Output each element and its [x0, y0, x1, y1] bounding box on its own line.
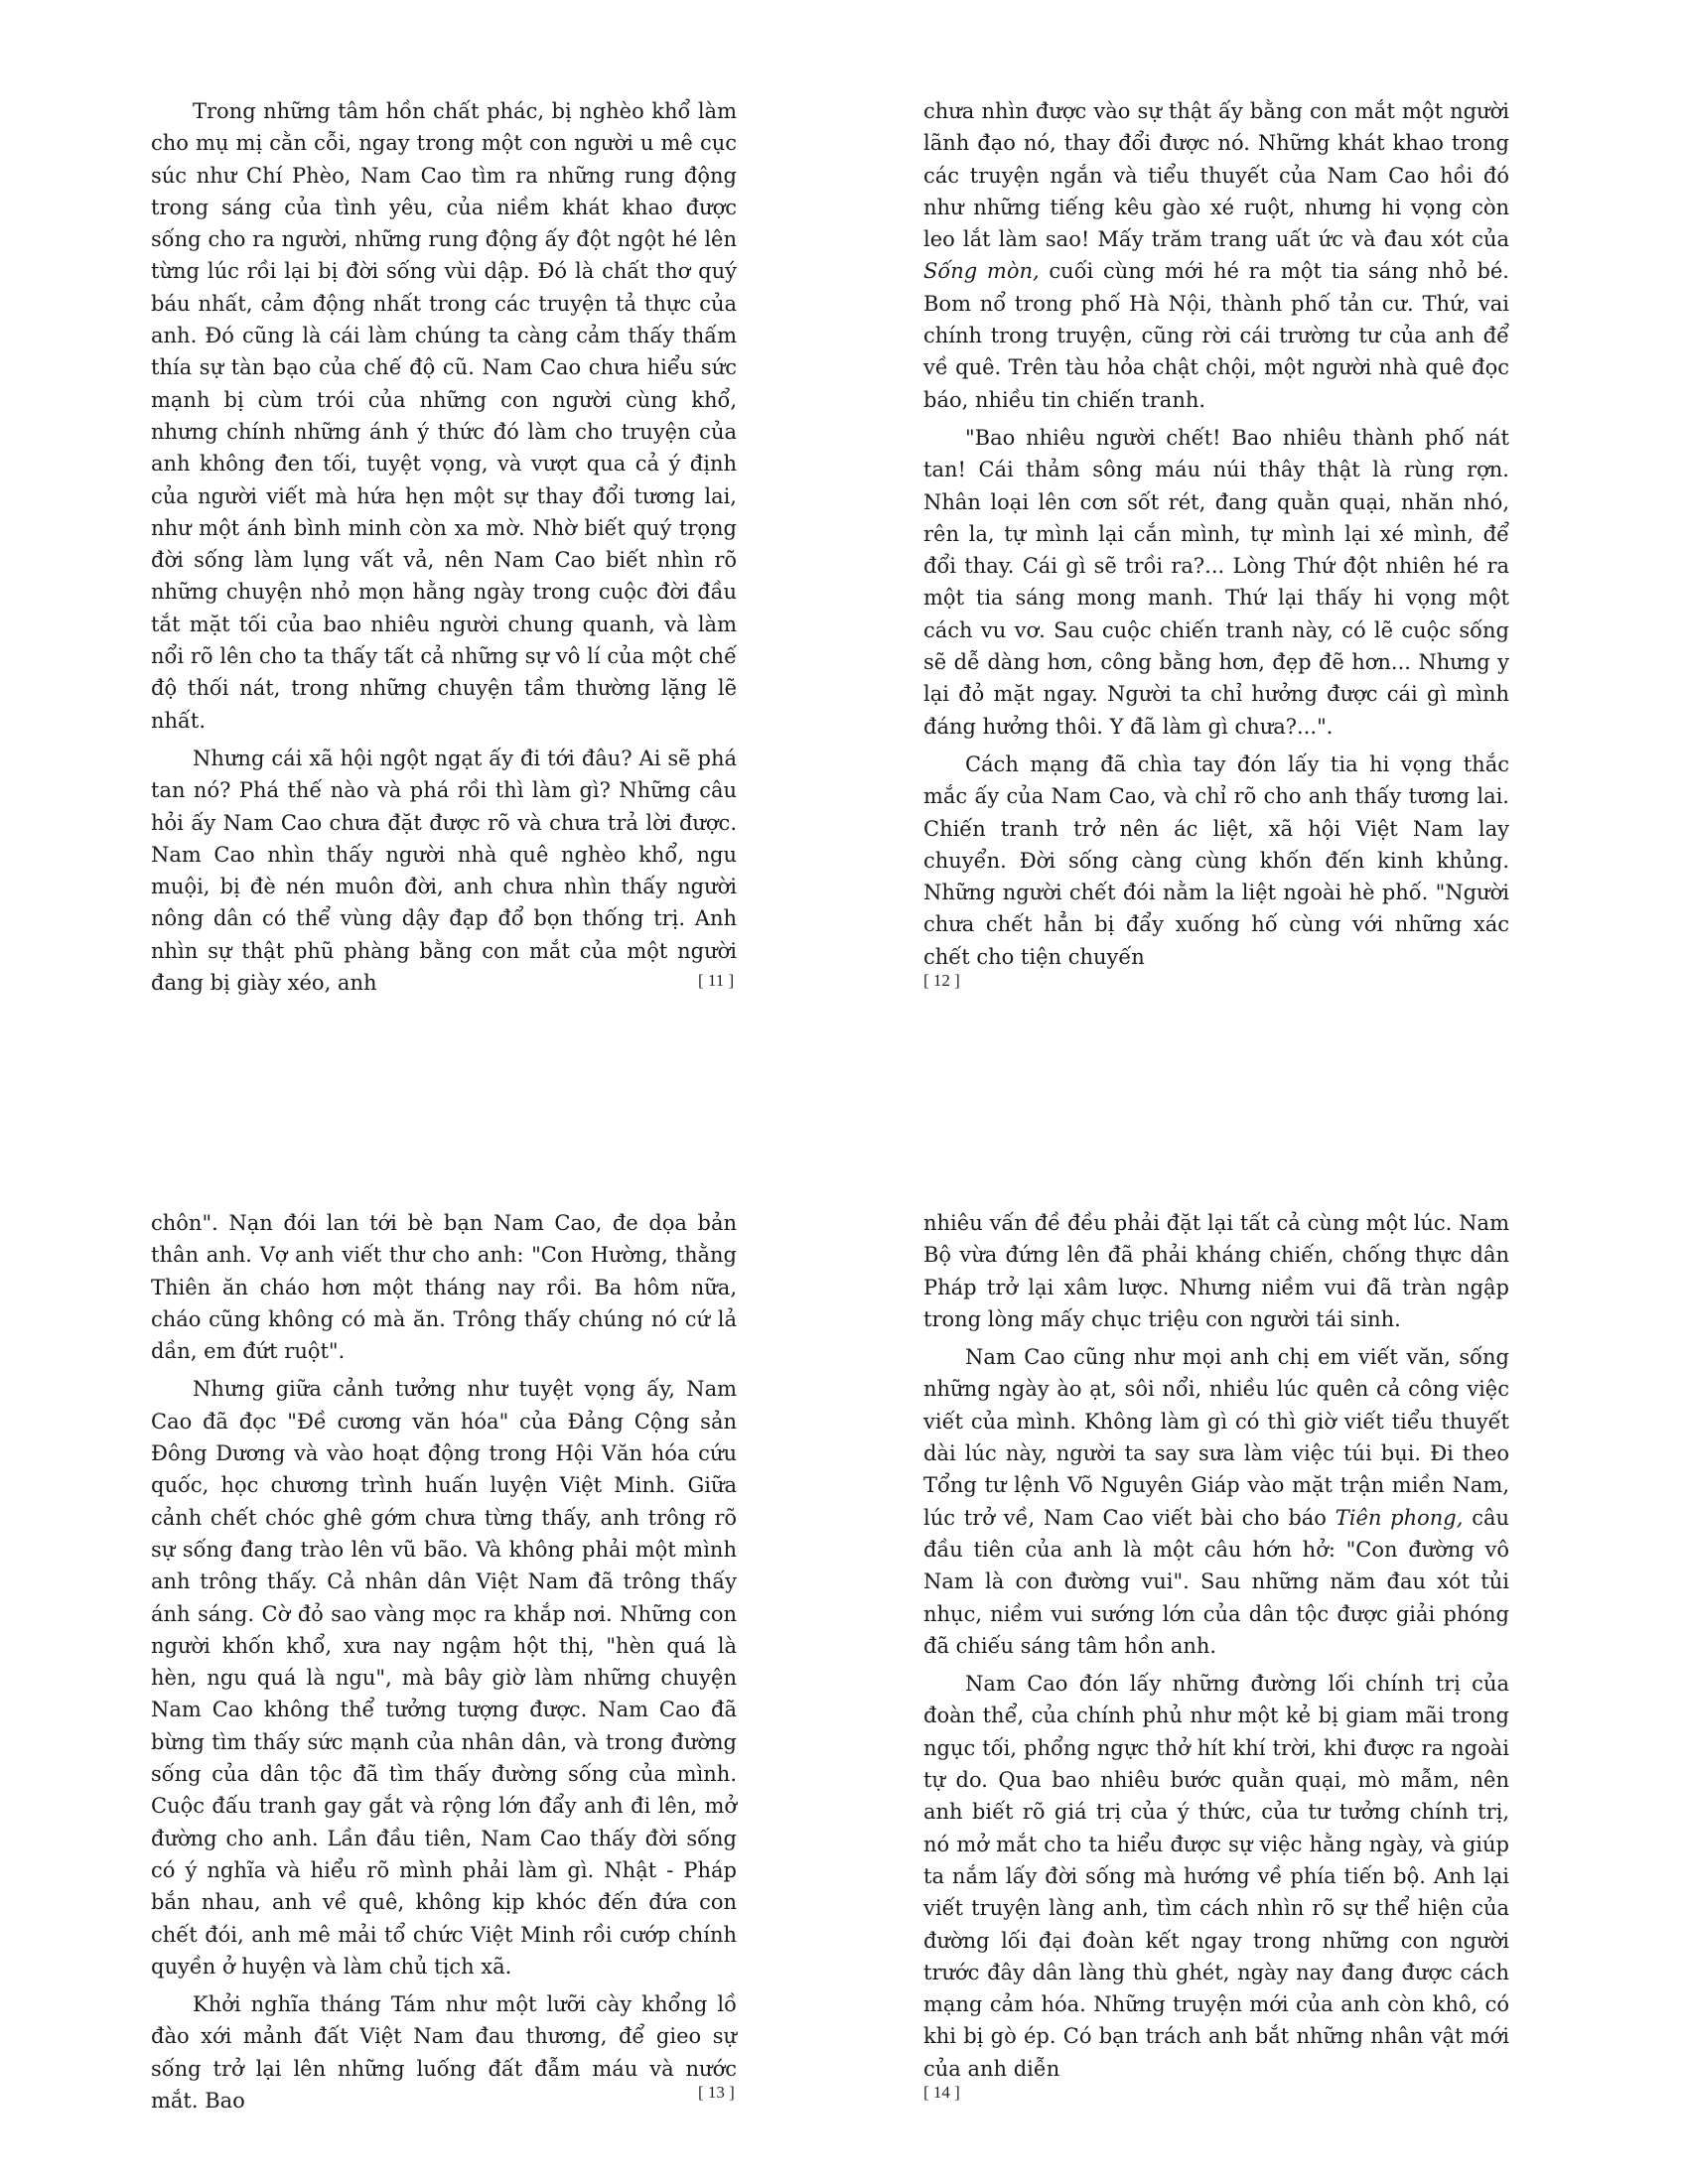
- paragraph: Khởi nghĩa tháng Tám như một lưỡi cày khổng lồ đào xới mảnh đất Việt Nam đau thương, để gieo sự sống trở lại lên những luống đất đẫm máu và nước mắt. Bao: [151, 1992, 737, 2114]
- paragraph: nhiêu vấn đề đều phải đặt lại tất cả cùng một lúc. Nam Bộ vừa đứng lên đã phải kháng chiến, chống thực dân Pháp trở lại xâm lược. Nhưng niềm vui đã tràn ngập trong lòng mấy chục triệu con người tái sinh.: [923, 1211, 1509, 1331]
- text-run: câu đầu tiên của anh là một câu hớn hở: "Con đường vô Nam là con đường vui". Sau những năm đau xót tủi nhục, niềm vui sướng lớn của dân tộc được giải phóng đã chiếu sáng tâm hồn anh.: [923, 1505, 1509, 1658]
- page-13: [151, 1207, 737, 2122]
- text-run: cuối cùng mới hé ra một tia sáng nhỏ bé. Bom nổ trong phố Hà Nội, thành phố tản cư. Thứ, vai chính trong truyện, cũng rời cái trường tư của anh để về quê. Trên tàu hỏa chật chội, một người nhà quê đọc báo, nhiều tin chiến tranh.: [923, 259, 1509, 412]
- paragraph: [923, 1341, 1509, 1662]
- paragraph: "Bao nhiêu người chết! Bao nhiêu thành phố nát tan! Cái thảm sông máu núi thây thật là rùng rợn. Nhân loại lên cơn sốt rét, đang quằn quại, nhăn nhó, rên la, tự mình lại cắn mình, tự mình lại xé mình, để đổi thay. Cái gì sẽ trồi ra?... Lòng Thứ đột nhiên hé ra một tia sáng mong manh. Thứ lại thấy hi vọng một cách vu vơ. Sau cuộc chiến tranh này, có lẽ cuộc sống sẽ dễ dàng hơn, công bằng hơn, đẹp đẽ hơn... Nhưng y lại đỏ mặt ngay. Người ta chỉ hưởng được cái gì mình đáng hưởng thôi. Y đã làm gì chưa?...".: [923, 425, 1509, 739]
- text-run: Nam Cao cũng như mọi anh chị em viết văn, sống những ngày ào ạt, sôi nổi, nhiều lúc quên cả công việc viết của mình. Không làm gì có thì giờ viết tiểu thuyết dài lúc này, người ta say sưa làm việc túi bụi. Đi theo Tổng tư lệnh Võ Nguyên Giáp vào mặt trận miền Nam, lúc trở về, Nam Cao viết bài cho báo: [923, 1345, 1509, 1530]
- page-number-12: [ 12 ]: [923, 971, 960, 990]
- paragraph: Nhưng cái xã hội ngột ngạt ấy đi tới đâu? Ai sẽ phá tan nó? Phá thế nào và phá rồi thì làm gì? Những câu hỏi ấy Nam Cao chưa đặt được rõ và chưa trả lời được. Nam Cao nhìn thấy người nhà quê nghèo khổ, ngu muội, bị đè nén muôn đời, anh chưa nhìn thấy người nông dân có thể vùng dậy đạp đổ bọn thống trị. Anh nhìn sự thật phũ phàng bằng con mắt của một người đang bị giày xéo, anh: [151, 746, 737, 996]
- page-number-13: [ 13 ]: [698, 2083, 735, 2102]
- paragraph: chôn". Nạn đói lan tới bè bạn Nam Cao, đe dọa bản thân anh. Vợ anh viết thư cho anh: "Con Hường, thằng Thiên ăn cháo hơn một tháng nay rồi. Ba hôm nữa, cháo cũng không có mà ăn. Trông thấy chúng nó cứ lả dần, em đứt ruột".: [151, 1211, 737, 1364]
- paragraph: Trong những tâm hồn chất phác, bị nghèo khổ làm cho mụ mị cằn cỗi, ngay trong một con người u mê cục súc như Chí Phèo, Nam Cao tìm ra những rung động trong sáng của tình yêu, của niềm khát khao được sống cho ra người, những rung động ấy đột ngột hé lên từng lúc rồi lại bị đời sống vùi dập. Đó là chất thơ quý báu nhất, cảm động nhất trong các truyện tả thực của anh. Đó cũng là cái làm chúng ta càng cảm thấy thấm thía sự tàn bạo của chế độ cũ. Nam Cao chưa hiểu sức mạnh bị cùm trói của những con người cùng khổ, nhưng chính những ánh ý thức đó làm cho truyện của anh không đen tối, tuyệt vọng, và vượt qua cả ý định của người viết mà hứa hẹn một sự thay đổi tương lai, như một ánh bình minh còn xa mờ. Nhờ biết quý trọng đời sống làm lụng vất vả, nên Nam Cao biết nhìn rõ những chuyện nhỏ mọn hằng ngày trong cuộc đời đầu tắt mặt tối của bao nhiêu người chung quanh, và làm nổi rõ lên cho ta thấy tất cả những sự vô lí của một chế độ thối nát, trong những chuyện tầm thường lặng lẽ nhất.: [151, 99, 737, 733]
- paragraph: Cách mạng đã chìa tay đón lấy tia hi vọng thắc mắc ấy của Nam Cao, và chỉ rõ cho anh thấy tương lai. Chiến tranh trở nên ác liệt, xã hội Việt Nam lay chuyển. Đời sống càng cùng khốn đến kinh khủng. Những người chết đói nằm la liệt ngoài hè phố. "Người chưa chết hẳn bị đẩy xuống hố cùng với những xác chết cho tiện chuyến: [923, 751, 1509, 969]
- newspaper-title: Tiên phong,: [1335, 1505, 1464, 1530]
- page-14: [923, 1207, 1509, 2091]
- paragraph: Nam Cao đón lấy những đường lối chính trị của đoàn thể, của chính phủ như một kẻ bị giam mãi trong ngục tối, phổng ngực thở hít khí trời, khi được ra ngoài tự do. Qua bao nhiêu bước quằn quại, mò mẫm, nên anh biết rõ giá trị của ý thức, của tư tưởng chính trị, nó mở mắt cho ta hiểu được sự việc hằng ngày, và giúp ta nắm lấy đời sống mà hướng về phía tiến bộ. Anh lại viết truyện làng anh, tìm cách nhìn rõ sự thể hiện của đường lối đại đoàn kết ngay trong những con người trước đây dân làng thù ghét, ngày nay đang được cách mạng cảm hóa. Những truyện mới của anh còn khô, có khi bị gò ép. Có bạn trách anh bắt những nhân vật mới của anh diễn: [923, 1672, 1509, 2081]
- paragraph: [923, 95, 1509, 416]
- page-number-11: [ 11 ]: [698, 971, 735, 990]
- page-11: [151, 95, 737, 1005]
- page-number-14: [ 14 ]: [923, 2083, 960, 2102]
- paragraph: Nhưng giữa cảnh tưởng như tuyệt vọng ấy, Nam Cao đã đọc "Đề cương văn hóa" của Đảng Cộng sản Đông Dương và vào hoạt động trong Hội Văn hóa cứu quốc, học chương trình huấn luyện Việt Minh. Giữa cảnh chết chóc ghê gớm chưa từng thấy, anh trông rõ sự sống đang trào lên vũ bão. Và không phải một mình anh trông thấy. Cả nhân dân Việt Nam đã trông thấy ánh sáng. Cờ đỏ sao vàng mọc ra khắp nơi. Những con người khốn khổ, xưa nay ngậm hột thị, "hèn quá là hèn, ngu quá là ngu", mà bây giờ làm những chuyện Nam Cao không thể tưởng tượng được. Nam Cao đã bừng tìm thấy sức mạnh của nhân dân, và trong đường sống của dân tộc đã tìm thấy đường sống của mình. Cuộc đấu tranh gay gắt và rộng lớn đẩy anh đi lên, mở đường cho anh. Lần đầu tiên, Nam Cao thấy đời sống có ý nghĩa và hiểu rõ mình phải làm gì. Nhật - Pháp bắn nhau, anh về quê, không kịp khóc đến đứa con chết đói, anh mê mải tổ chức Việt Minh rồi cướp chính quyền ở huyện và làm chủ tịch xã.: [151, 1377, 737, 1979]
- page-12: [923, 95, 1509, 979]
- text-run: chưa nhìn được vào sự thật ấy bằng con mắt một người lãnh đạo nó, thay đổi được nó. Những khát khao trong các truyện ngắn và tiểu thuyết của Nam Cao hồi đó như những tiếng kêu gào xé ruột, nhưng hi vọng còn leo lắt làm sao! Mấy trăm trang uất ức và đau xót của: [923, 99, 1509, 252]
- book-title: Sống mòn,: [923, 259, 1040, 284]
